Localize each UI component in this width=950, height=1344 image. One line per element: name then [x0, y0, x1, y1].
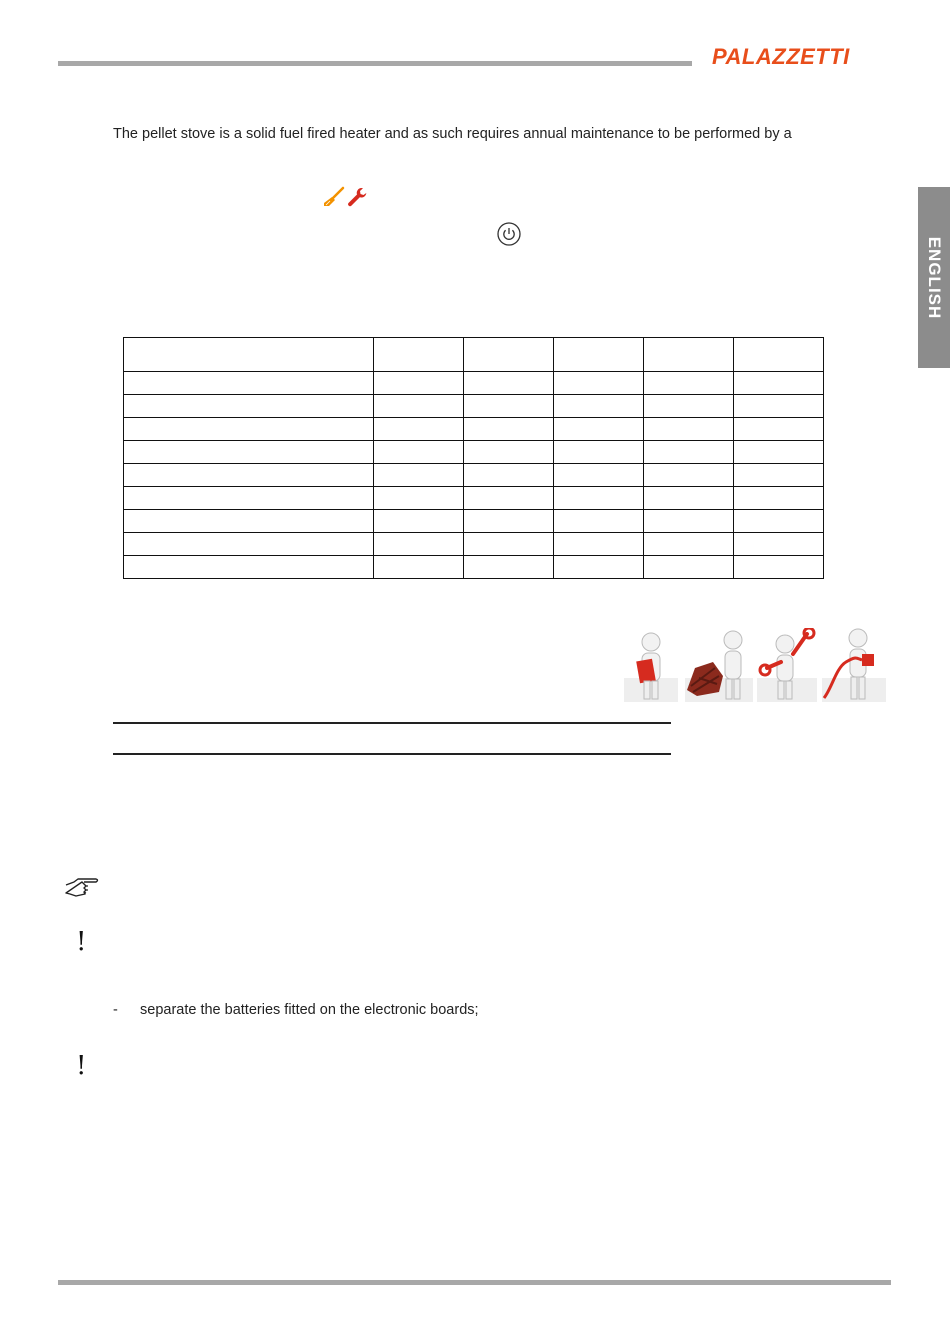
table-cell [124, 441, 374, 464]
maintenance-table [123, 337, 824, 579]
wrench-icon [346, 186, 368, 213]
intro-paragraph: The pellet stove is a solid fuel fired heater and as such requires annual maintenance to be performed by a [113, 126, 792, 142]
pointing-hand-icon [64, 876, 100, 907]
table-row [124, 556, 824, 579]
table-cell [374, 441, 464, 464]
table-cell [124, 487, 374, 510]
table-cell [124, 338, 374, 372]
broom-icon [323, 186, 345, 213]
table-cell [124, 510, 374, 533]
divider-line [113, 722, 671, 724]
divider-line [113, 753, 671, 755]
table-cell [734, 441, 824, 464]
table-cell [464, 510, 554, 533]
table-row [124, 395, 824, 418]
table-cell [644, 510, 734, 533]
table-cell [374, 338, 464, 372]
table-row [124, 464, 824, 487]
table-cell [734, 510, 824, 533]
table-header-row [124, 338, 824, 372]
table-cell [464, 395, 554, 418]
table-cell [124, 533, 374, 556]
table-cell [374, 418, 464, 441]
table-cell [374, 372, 464, 395]
header-rule [58, 61, 692, 66]
table-cell [464, 338, 554, 372]
table-cell [554, 441, 644, 464]
table-cell [374, 395, 464, 418]
table-cell [464, 441, 554, 464]
person-reading-manual-illustration [624, 628, 678, 707]
table-cell [644, 464, 734, 487]
table-cell [554, 556, 644, 579]
table-cell [554, 487, 644, 510]
list-bullet: - [113, 1002, 118, 1018]
language-tab[interactable] [918, 187, 950, 368]
table-cell [374, 556, 464, 579]
table-row [124, 510, 824, 533]
brand-logo: PALAZZETTI [712, 44, 850, 69]
table-row [124, 372, 824, 395]
table-cell [644, 395, 734, 418]
table-cell [644, 372, 734, 395]
language-tab-label: ENGLISH [925, 236, 944, 319]
table-cell [124, 395, 374, 418]
table-cell [554, 533, 644, 556]
power-button-icon[interactable] [497, 222, 521, 251]
person-with-logs-illustration [685, 628, 753, 707]
table-cell [464, 418, 554, 441]
table-cell [734, 556, 824, 579]
warning-icon: ! [76, 1051, 87, 1081]
table-cell [554, 338, 644, 372]
table-cell [554, 395, 644, 418]
table-cell [554, 418, 644, 441]
table-cell [734, 533, 824, 556]
table-cell [644, 418, 734, 441]
table-cell [644, 338, 734, 372]
table-row [124, 487, 824, 510]
table-cell [124, 556, 374, 579]
table-cell [644, 487, 734, 510]
table-cell [374, 533, 464, 556]
table-row [124, 418, 824, 441]
table-cell [554, 372, 644, 395]
table-cell [554, 464, 644, 487]
list-item-text: separate the batteries fitted on the electronic boards; [140, 1002, 479, 1018]
table-cell [644, 533, 734, 556]
table-cell [734, 464, 824, 487]
illustration-strip [624, 628, 886, 702]
table-cell [734, 418, 824, 441]
table-row [124, 533, 824, 556]
warning-icon: ! [76, 927, 87, 957]
table-cell [734, 338, 824, 372]
table-cell [554, 510, 644, 533]
table-cell [374, 464, 464, 487]
table-cell [124, 464, 374, 487]
table-cell [734, 395, 824, 418]
table-cell [464, 533, 554, 556]
table-row [124, 441, 824, 464]
table-cell [464, 487, 554, 510]
person-with-cable-illustration [822, 628, 886, 707]
table-cell [124, 372, 374, 395]
table-cell [644, 556, 734, 579]
table-cell [644, 441, 734, 464]
table-cell [124, 418, 374, 441]
table-cell [374, 510, 464, 533]
person-with-wrench-illustration [757, 628, 817, 707]
footer-rule [58, 1280, 891, 1285]
table-cell [374, 487, 464, 510]
table-cell [734, 487, 824, 510]
table-cell [734, 372, 824, 395]
table-cell [464, 372, 554, 395]
table-cell [464, 464, 554, 487]
table-cell [464, 556, 554, 579]
